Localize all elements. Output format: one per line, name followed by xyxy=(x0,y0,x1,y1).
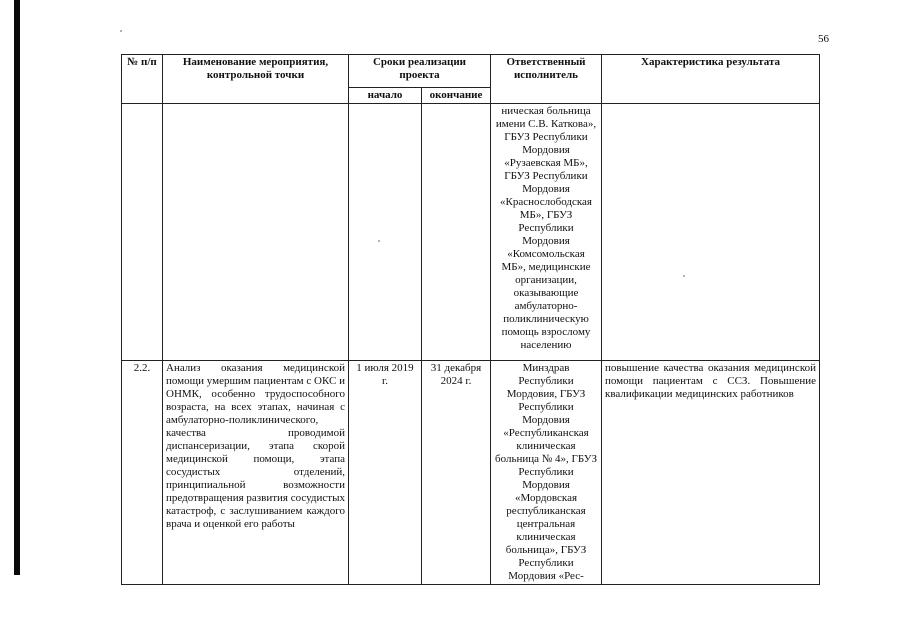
scan-speck xyxy=(683,275,685,277)
row-name xyxy=(163,104,349,361)
table-header-row xyxy=(122,55,820,88)
row-start xyxy=(349,104,422,361)
row-responsible: ническая больница имени С.В. Каткова», ГБУЗ Республики Мордовия «Рузаевская МБ», ГБУЗ Республики Мордовия «Краснослободская МБ», ГБУЗ Республики Мордовия «Комсомольская МБ», медицинские организации, оказывающие амбулаторно-поликлиническую помощь взрослому населению xyxy=(491,104,602,361)
table-row xyxy=(122,104,820,361)
row-responsible: Минздрав Республики Мордовия, ГБУЗ Республики Мордовия «Республиканская клиническая больница № 4», ГБУЗ Республики Мордовия «Мордовская республиканская центральная клиническая больница», ГБУЗ Республики Мордовия «Рес- xyxy=(491,361,602,585)
header-end: окончание xyxy=(422,88,491,104)
row-number xyxy=(122,104,163,361)
header-name: Наименование мероприятия, контрольной точки xyxy=(163,55,349,104)
row-name: Анализ оказания медицинской помощи умершим пациентам с ОКС и ОНМК, особенно трудоспособного возраста, на всех этапах, начиная с амбулаторно-поликлинического, качества проводимой диспансеризации, этапа скорой медицинской помощи, этапа сосудистых отделений, принципиальной возможности предотвращения развития сосудистых катастроф, с заслушиванием каждого врача и оценкой его работы xyxy=(163,361,349,585)
header-responsible: Ответственный исполнитель xyxy=(491,55,602,104)
events-table xyxy=(121,54,820,585)
scan-speck xyxy=(378,240,380,242)
scan-speck xyxy=(120,30,122,32)
page-number: 56 xyxy=(818,33,829,45)
row-result: повышение качества оказания медицинской помощи пациентам с ССЗ. Повышение квалификации медицинских работников xyxy=(602,361,820,585)
header-number: № п/п xyxy=(122,55,163,104)
row-result xyxy=(602,104,820,361)
header-period: Сроки реализации проекта xyxy=(349,55,491,88)
row-number: 2.2. xyxy=(122,361,163,585)
row-end xyxy=(422,104,491,361)
scan-edge xyxy=(14,0,20,575)
row-end: 31 декабря 2024 г. xyxy=(422,361,491,585)
table-row xyxy=(122,361,820,585)
row-start: 1 июля 2019 г. xyxy=(349,361,422,585)
header-result: Характеристика результата xyxy=(602,55,820,104)
header-start: начало xyxy=(349,88,422,104)
